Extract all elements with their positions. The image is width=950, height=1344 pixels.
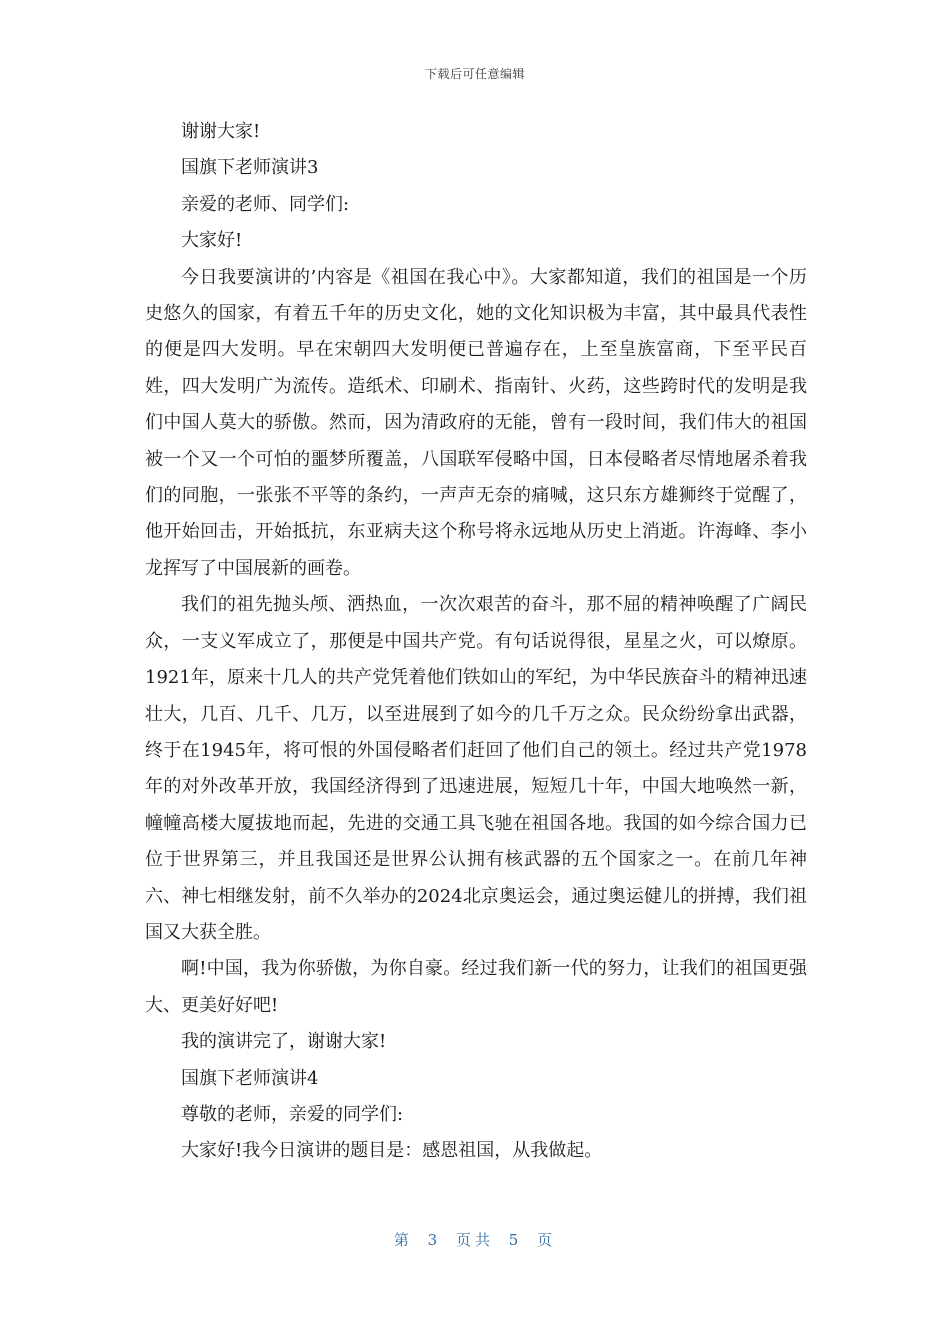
speech-title: 国旗下老师演讲3 (181, 157, 319, 179)
document-body (145, 114, 807, 1170)
paragraph: 今日我要演讲的’内容是《祖国在我心中》。大家都知道，我们的祖国是一个历史悠久的国家，有着五千年的历史文化，她的文化知识极为丰富，其中最具代表性的便是四大发明。早在宋朝四大发明便已普遍存在，上至皇族富商，下至平民百姓，四大发明广为流传。造纸术、印刷术、指南针、火药，这些跨时代的发明是我们中国人莫大的骄傲。然而，因为清政府的无能，曾有一段时间，我们伟大的祖国被一个又一个可怕的噩梦所覆盖，八国联军侵略中国，日本侵略者尽情地屠杀着我们的同胞，一张张不平等的条约，一声声无奈的痛喊，这只东方雄狮终于觉醒了，他开始回击，开始抵抗，东亚病夫这个称号将永远地从历史上消逝。许海峰、李小龙挥写了中国展新的画卷。 (145, 266, 807, 579)
page-header: 下载后可任意编辑 (424, 67, 525, 81)
greeting: 大家好! (181, 230, 243, 252)
page-number-footer: 第 3 页共 5 页 (393, 1231, 557, 1249)
paragraph: 大家好!我今日演讲的题目是：感恩祖国，从我做起。 (181, 1140, 603, 1162)
salutation: 亲爱的老师、同学们: (181, 193, 350, 215)
paragraph: 啊!中国，我为你骄傲，为你自豪。经过我们新一代的努力，让我们的祖国更强大、更美好好吧! (145, 958, 807, 1016)
paragraph: 谢谢大家! (181, 121, 261, 142)
paragraph: 我们的祖先抛头颅、洒热血，一次次艰苦的奋斗，那不屈的精神唤醒了广阔民众，一支义军成立了，那便是中国共产党。有句话说得很，星星之火，可以燎原。1921年，原来十几人的共产党凭着他们铁如山的军纪，为中华民族奋斗的精神迅速壮大，几百、几千、几万，以至进展到了如今的几千万之众。民众纷纷拿出武器，终于在1945年，将可恨的外国侵略者们赶回了他们自己的领土。经过共产党1978年的对外改革开放，我国经济得到了迅速进展，短短几十年，中国大地唤然一新，幢幢高楼大厦拔地而起，先进的交通工具飞驰在祖国各地。我国的如今综合国力已位于世界第三，并且我国还是世界公认拥有核武器的五个国家之一。在前几年神六、神七相继发射，前不久举办的2024北京奥运会，通过奥运健儿的拼搏，我们祖国又大获全胜。 (145, 594, 807, 943)
speech-title: 国旗下老师演讲4 (181, 1067, 319, 1089)
paragraph: 我的演讲完了，谢谢大家! (181, 1031, 387, 1053)
salutation: 尊敬的老师，亲爱的同学们: (181, 1103, 404, 1125)
